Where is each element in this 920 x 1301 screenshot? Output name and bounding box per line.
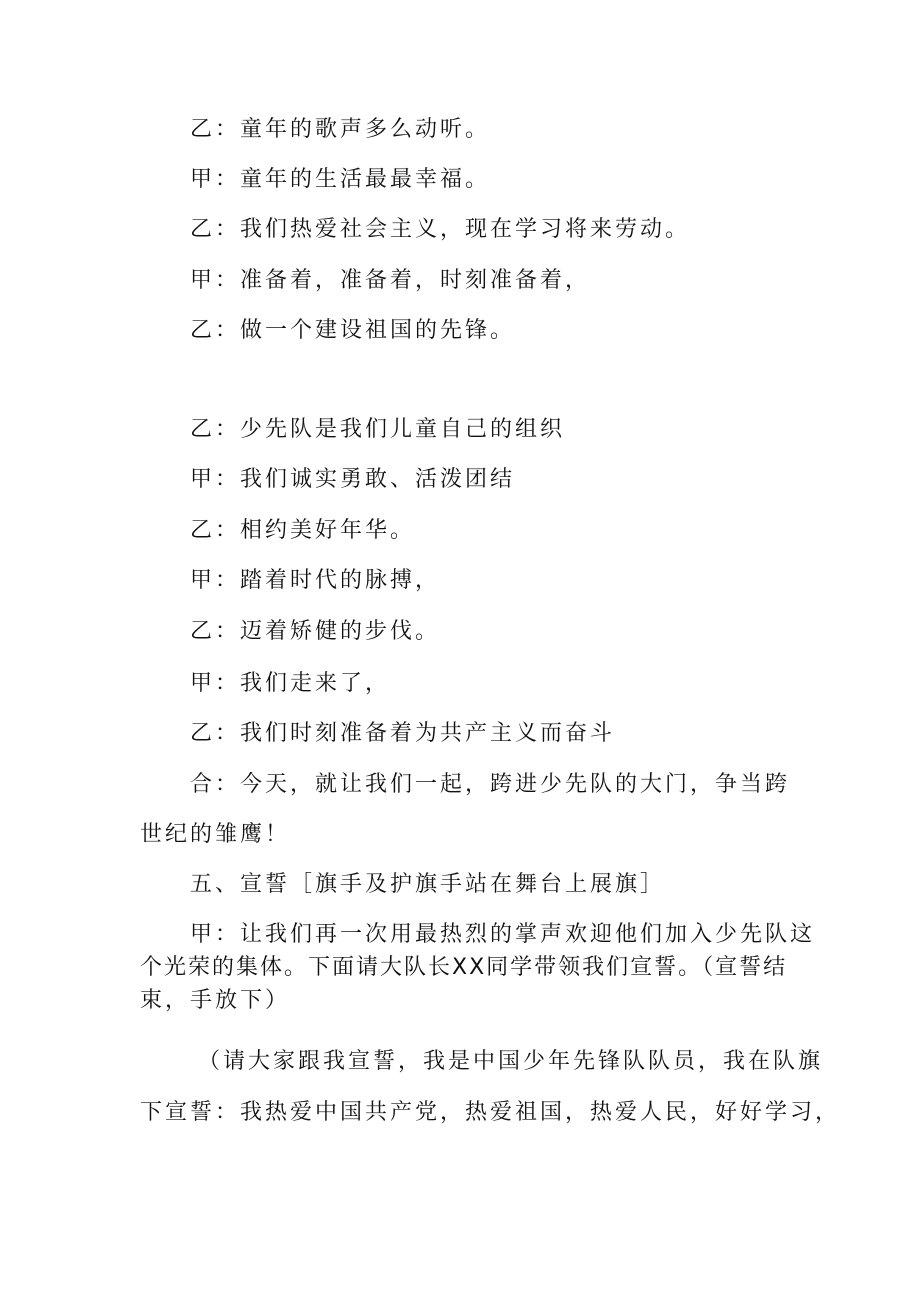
dialogue-line: 乙：少先队是我们儿童自己的组织 [190,417,566,442]
paragraph-line: 世纪的雏鹰！ [140,822,291,847]
dialogue-line: 甲：准备着，准备着，时刻准备着， [190,268,591,293]
dialogue-line: 乙：我们热爱社会主义，现在学习将来劳动。 [190,217,691,242]
dialogue-line: 乙：做一个建设祖国的先锋。 [190,318,516,343]
dialogue-line: 甲：童年的生活最最幸福。 [190,167,491,192]
dialogue-line: 甲：我们走来了， [190,671,391,696]
paragraph-line: 合：今天，就让我们一起，跨进少先队的大门，争当跨 [190,772,791,797]
paragraph-line: 下宣誓：我热爱中国共产党，热爱祖国，热爱人民，好好学习， [140,1100,841,1125]
dialogue-line: 乙：相约美好年华。 [190,518,416,543]
dialogue-line: 乙：童年的歌声多么动听。 [190,117,491,142]
dialogue-line: 乙：我们时刻准备着为共产主义而奋斗 [190,721,616,746]
paragraph-line: 个光荣的集体。下面请大队长XX同学带领我们宣誓。（宣誓结 [140,955,788,980]
dialogue-line: 甲：我们诚实勇敢、活泼团结 [190,467,516,492]
section-heading: 五、宣誓［旗手及护旗手站在舞台上展旗］ [190,872,666,897]
paragraph-line: （请大家跟我宣誓，我是中国少年先锋队队员，我在队旗 [198,1049,824,1074]
paragraph-line: 束，手放下） [140,988,291,1013]
dialogue-line: 甲：踏着时代的脉搏， [190,568,441,593]
paragraph-line: 甲：让我们再一次用最热烈的掌声欢迎他们加入少先队这 [190,922,816,947]
dialogue-line: 乙：迈着矫健的步伐。 [190,619,441,644]
